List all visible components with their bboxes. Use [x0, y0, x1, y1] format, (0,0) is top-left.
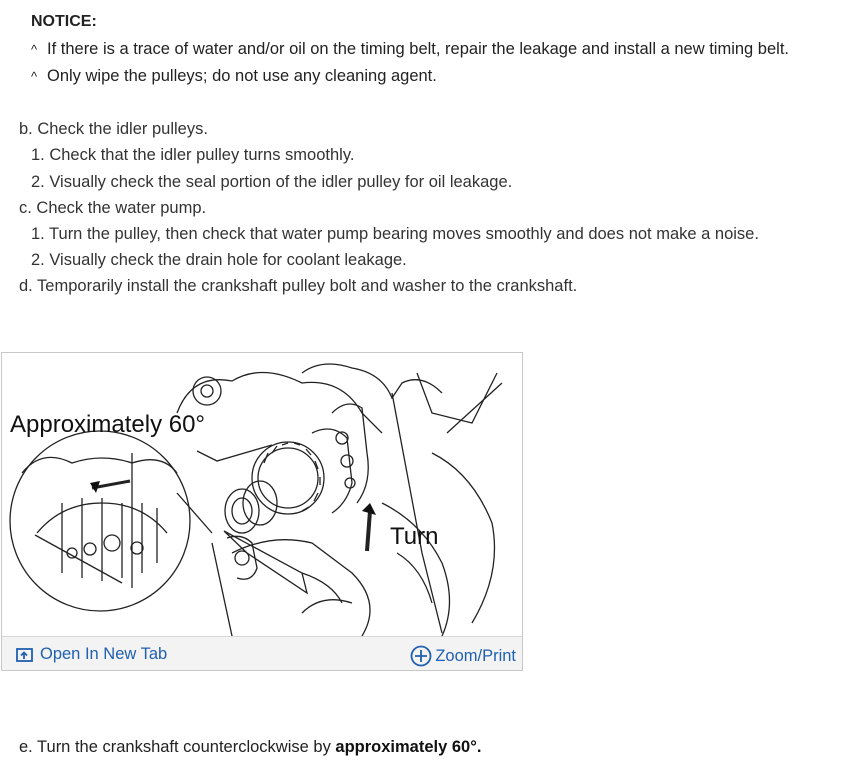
crankshaft-illustration[interactable] [2, 353, 522, 636]
open-new-tab-label: Open In New Tab [40, 645, 168, 663]
figure-box [1, 352, 523, 671]
step-d: d. Temporarily install the crankshaft pulley bolt and washer to the crankshaft. [19, 277, 578, 295]
zoom-print-label: Zoom/Print [435, 646, 516, 665]
step-c-2: 2. Visually check the drain hole for coolant leakage. [31, 251, 407, 269]
open-new-tab-link[interactable] [16, 645, 167, 664]
notice-title: NOTICE: [31, 13, 97, 30]
step-c-1: 1. Turn the pulley, then check that water pump bearing moves smoothly and does not make a noise. [31, 225, 759, 243]
step-c: c. Check the water pump. [19, 199, 207, 217]
figure-footer [2, 636, 522, 670]
step-b: b. Check the idler pulleys. [19, 120, 208, 138]
notice-item [31, 40, 789, 59]
caret-bullet: ^ [31, 42, 38, 57]
step-b-1: 1. Check that the idler pulley turns smoothly. [31, 146, 355, 164]
notice-item [31, 67, 437, 86]
step-b-2: 2. Visually check the seal portion of the idler pulley for oil leakage. [31, 173, 513, 191]
caret-bullet: ^ [31, 69, 38, 84]
step-e-emphasis: approximately 60°. [335, 738, 482, 756]
zoom-print-link[interactable] [410, 645, 516, 667]
zoom-plus-icon [410, 645, 432, 667]
notice-item-text: If there is a trace of water and/or oil on the timing belt, repair the leakage and install a new timing belt. [47, 40, 789, 58]
notice-item-text: Only wipe the pulleys; do not use any cleaning agent. [47, 67, 437, 85]
open-new-tab-icon [16, 647, 34, 663]
step-e-text: e. Turn the crankshaft counterclockwise by [19, 738, 336, 756]
figure-label-angle: Approximately 60° [10, 411, 206, 438]
step-e [19, 738, 481, 757]
figure-label-turn: Turn [390, 523, 439, 550]
